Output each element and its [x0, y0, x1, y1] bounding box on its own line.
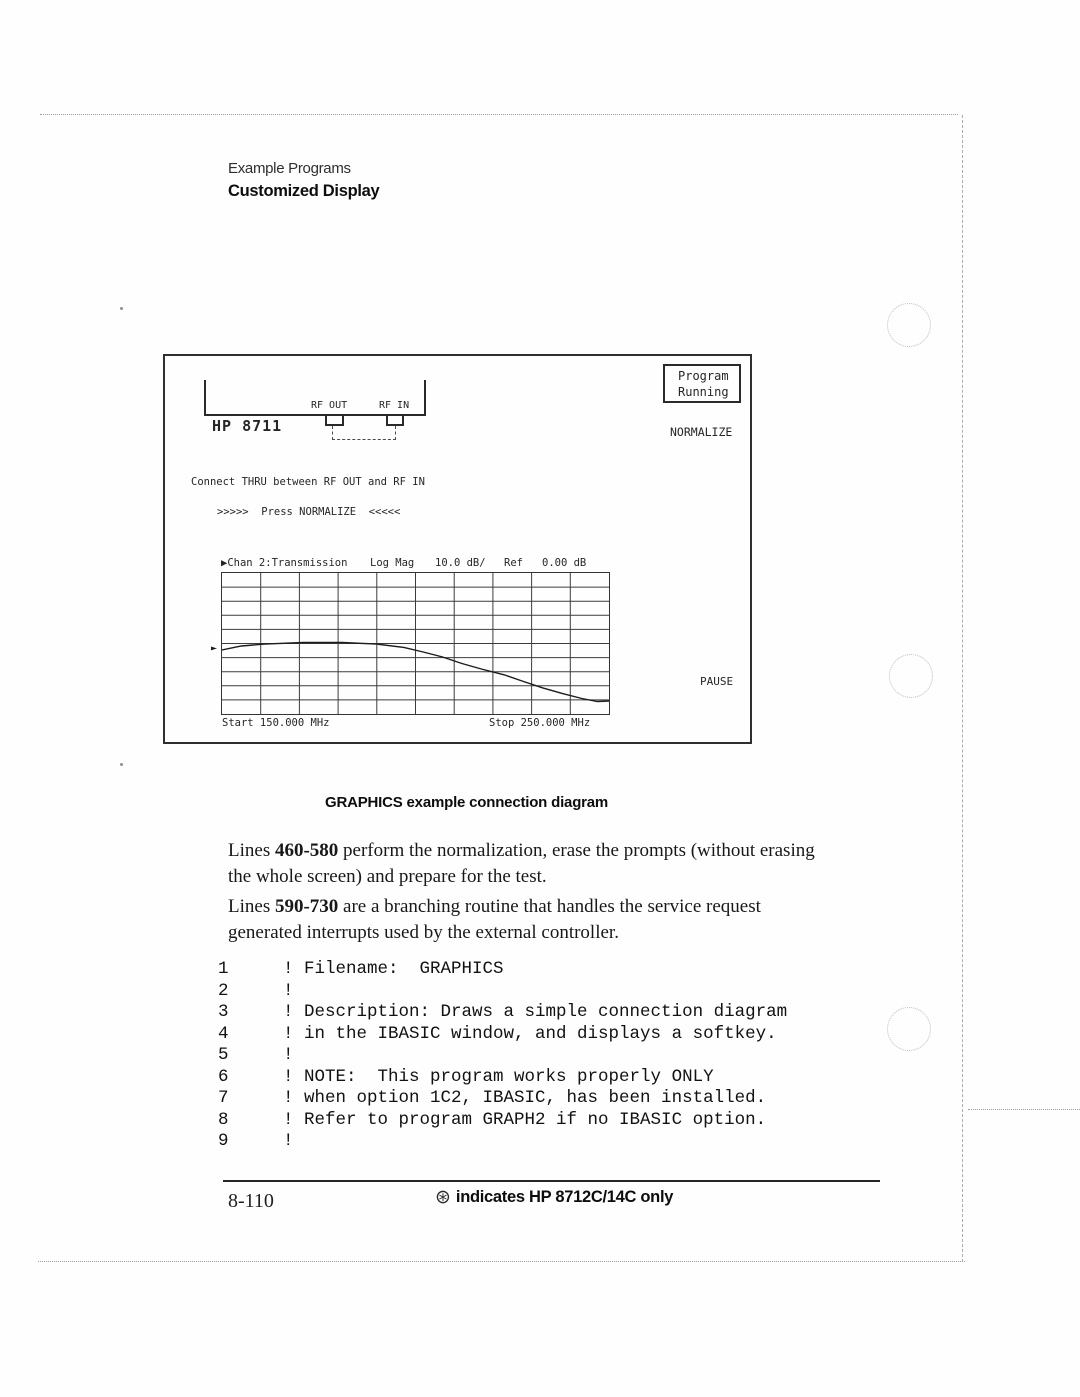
- registration-circle-top: [887, 303, 931, 347]
- code-line: 3 ! Description: Draws a simple connection diagram: [218, 1002, 788, 1022]
- footer-note: [435, 1188, 673, 1207]
- chart-ref-value: 0.00 dB: [542, 557, 587, 569]
- rf-in-connector: [386, 414, 404, 426]
- right-crop-line: [968, 1109, 1080, 1110]
- chart-title: ▶Chan 2:Transmission: [221, 557, 348, 569]
- instrument-model-label: HP 8711: [212, 417, 283, 435]
- chart-header: [221, 557, 621, 571]
- chart-start-frequency: Start 150.000 MHz: [222, 717, 330, 729]
- chapter-title: Example Programs: [228, 160, 351, 177]
- footer-note-text: indicates HP 8712C/14C only: [455, 1188, 674, 1206]
- chart-format-label: Log Mag: [370, 557, 415, 569]
- body-paragraph-1: [228, 838, 908, 890]
- bottom-crop-line: [38, 1261, 965, 1262]
- code-line: 5 !: [218, 1045, 294, 1065]
- binding-fold-line: [962, 115, 963, 1262]
- chart-scale-label: 10.0 dB/: [435, 557, 486, 569]
- code-line: 2 !: [218, 980, 294, 1001]
- code-line: 1 ! Filename: GRAPHICS: [218, 959, 504, 979]
- softkey-pause: PAUSE: [700, 675, 734, 688]
- prompt-connect-thru: Connect THRU between RF OUT and RF IN: [191, 476, 425, 488]
- program-status-box: [663, 364, 741, 403]
- rf-out-connector: [325, 414, 344, 426]
- code-line: 7 ! when option 1C2, IBASIC, has been installed.: [218, 1088, 767, 1108]
- status-line-2: Running: [678, 385, 729, 399]
- line-range-bold: 590-730: [274, 896, 339, 917]
- chart-stop-frequency: Stop 250.000 MHz: [489, 717, 591, 729]
- paragraph-line: generated interrupts used by the external controller.: [228, 922, 619, 943]
- softkey-normalize: NORMALIZE: [670, 425, 733, 439]
- status-line-1: Program: [678, 369, 729, 383]
- page-number: 8-110: [228, 1190, 274, 1212]
- chart-ref-label: Ref: [504, 557, 523, 569]
- scan-speck: [120, 763, 123, 766]
- connection-diagram-figure: [163, 354, 752, 744]
- body-paragraph-2: [228, 894, 908, 946]
- circled-asterisk-icon: ⊛: [435, 1186, 451, 1208]
- rf-in-label: RF IN: [379, 400, 410, 411]
- top-crop-line: [40, 114, 958, 115]
- code-line: 6 ! NOTE: This program works properly ONLY: [218, 1066, 714, 1087]
- trace-start-marker-icon: ►: [211, 643, 218, 654]
- registration-circle-middle: [889, 654, 933, 698]
- rf-out-label: RF OUT: [311, 400, 348, 411]
- section-title: Customized Display: [228, 182, 380, 200]
- chart-canvas: [221, 572, 610, 715]
- code-line: 4 ! in the IBASIC window, and displays a softkey.: [218, 1023, 777, 1044]
- program-listing: [218, 959, 787, 1153]
- figure-caption: GRAPHICS example connection diagram: [325, 794, 609, 811]
- registration-circle-bottom: [887, 1007, 931, 1051]
- code-line: 9 !: [218, 1131, 294, 1151]
- thru-cable-drawing: [332, 426, 396, 440]
- paragraph-line: Lines 460-580 perform the normalization, erase the prompts (without erasing: [228, 840, 815, 861]
- code-line: 8 ! Refer to program GRAPH2 if no IBASIC option.: [218, 1109, 767, 1130]
- line-range-bold: 460-580: [274, 840, 339, 861]
- scan-speck: [120, 307, 123, 310]
- paragraph-line: Lines 590-730 are a branching routine that handles the service request: [228, 896, 761, 917]
- footer-rule: [223, 1180, 880, 1182]
- paragraph-line: the whole screen) and prepare for the test.: [228, 866, 547, 887]
- running-head: [228, 160, 379, 201]
- prompt-press-normalize: >>>>> Press NORMALIZE <<<<<: [217, 506, 401, 518]
